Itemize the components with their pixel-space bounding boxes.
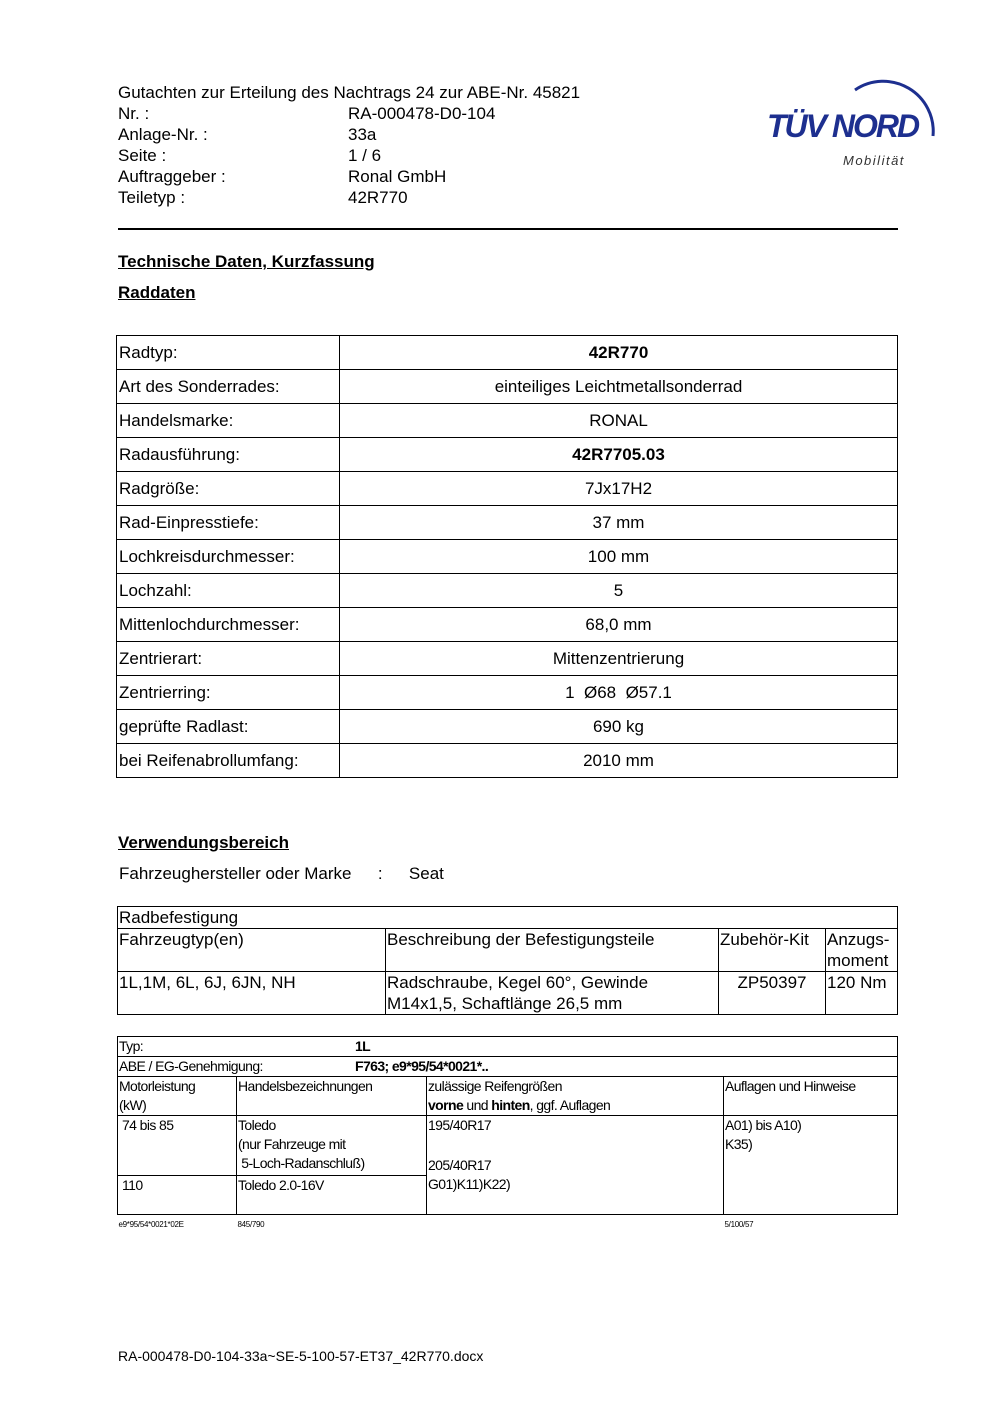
table-row: e9*95/54*0021*02E 845/790 5/100/57: [118, 1220, 754, 1229]
section-title-technische-daten: Technische Daten, Kurzfassung: [118, 252, 375, 271]
table-row: Lochkreisdurchmesser: 100 mm: [117, 540, 898, 574]
table-row: Radausführung: 42R7705.03: [117, 438, 898, 472]
table-row: Zentrierring: 1 Ø68 Ø57.1: [117, 676, 898, 710]
table-row: Motorleistung (kW) Handelsbezeichnungen zulässige Reifengrößen vorne und hinten, ggf. Auflagen Auflagen und Hinweise: [118, 1077, 898, 1116]
radbefestigung-table: [117, 906, 898, 1015]
table-row: bei Reifenabrollumfang: 2010 mm: [117, 744, 898, 778]
hersteller-sep: :: [377, 864, 383, 883]
logo-brand-text: TÜV NORD: [767, 108, 919, 144]
table-row: Radbefestigung: [118, 907, 898, 929]
table-row: Zentrierart: Mittenzentrierung: [117, 642, 898, 676]
section-title-raddaten: Raddaten: [118, 283, 196, 302]
table-row: Handelsmarke: RONAL: [117, 404, 898, 438]
table-row: geprüfte Radlast: 690 kg: [117, 710, 898, 744]
table-row: Radgröße: 7Jx17H2: [117, 472, 898, 506]
table-row: Radtyp: 42R770: [117, 336, 898, 370]
hersteller-label: Fahrzeughersteller oder Marke: [119, 864, 352, 883]
table-row: 110 Toledo 2.0-16V: [118, 1176, 898, 1215]
table-row: ABE / EG-Genehmigung: F763; e9*95/54*0021*..: [118, 1057, 898, 1077]
document-header: [118, 82, 580, 208]
header-divider: [118, 228, 898, 230]
table-row: Typ: 1L: [118, 1037, 898, 1057]
hersteller-value: Seat: [408, 864, 444, 883]
logo-sub-text: Mobilität: [843, 153, 905, 168]
header-row: Nr. : RA-000478-D0-104: [118, 104, 496, 123]
section-title-verwendungsbereich: Verwendungsbereich: [118, 833, 289, 852]
table-row: 1L,1M, 6L, 6J, 6JN, NH Radschraube, Kegel 60°, Gewinde M14x1,5, Schaftlänge 26,5 mm ZP50397 120 Nm: [118, 972, 898, 1015]
typ-table: [117, 1036, 898, 1234]
raddaten-table: [116, 335, 898, 778]
header-row: Auftraggeber : Ronal GmbH: [118, 167, 447, 186]
tuv-nord-logo: [765, 58, 945, 173]
hersteller-row: [119, 864, 444, 884]
header-row: Teiletyp : 42R770: [118, 188, 408, 207]
document-footer: RA-000478-D0-104-33a~SE-5-100-57-ET37_42R770.docx: [118, 1348, 484, 1364]
table-row: Rad-Einpresstiefe: 37 mm: [117, 506, 898, 540]
header-row: Anlage-Nr. : 33a: [118, 125, 377, 144]
table-row: Art des Sonderrades: einteiliges Leichtmetallsonderrad: [117, 370, 898, 404]
header-row: Seite : 1 / 6: [118, 146, 382, 165]
table-row: Lochzahl: 5: [117, 574, 898, 608]
table-row: Mittenlochdurchmesser: 68,0 mm: [117, 608, 898, 642]
table-row: Fahrzeugtyp(en) Beschreibung der Befestigungsteile Zubehör-Kit Anzugs- moment: [118, 929, 898, 972]
table-row: 74 bis 85 Toledo (nur Fahrzeuge mit 5-Loch-Radanschluß) 195/40R17 205/40R17 G01)K11)K22) A01) bis A10) K35): [118, 1116, 898, 1176]
document-title: Gutachten zur Erteilung des Nachtrags 24 zur ABE-Nr. 45821: [118, 83, 581, 102]
